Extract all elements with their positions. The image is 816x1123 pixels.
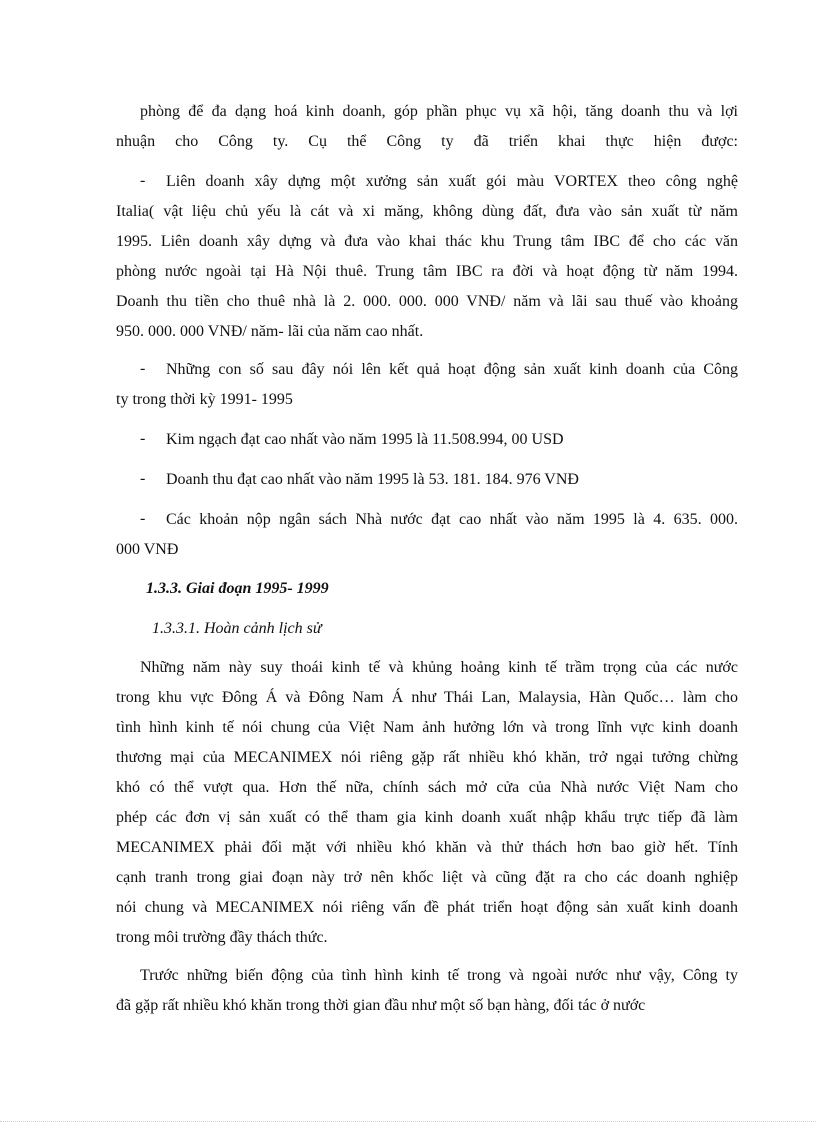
text-line: 950. 000. 000 VNĐ/ năm- lãi của năm cao nhất.	[116, 323, 424, 340]
section-heading: 1.3.3. Giai đoạn 1995- 1999	[146, 580, 329, 597]
bullet-dash: -	[140, 172, 146, 189]
text-line: cạnh tranh trong giai đoạn này trở nên khốc liệt và cũng đặt ra cho các doanh nghiệp	[116, 869, 738, 886]
bullet-dash: -	[140, 510, 146, 527]
text-line: phép các đơn vị sản xuất có thể tham gia kinh doanh xuất nhập khẩu trực tiếp đã làm	[116, 809, 738, 826]
page-bottom-rule	[0, 1121, 816, 1122]
text-line: Doanh thu đạt cao nhất vào năm 1995 là 53. 181. 184. 976 VNĐ	[166, 471, 579, 488]
bullet-dash: -	[140, 360, 146, 377]
text-line: đã gặp rất nhiều khó khăn trong thời gian đầu như một số bạn hàng, đối tác ở nước	[116, 997, 646, 1014]
text-line: phòng nước ngoài tại Hà Nội thuê. Trung tâm IBC ra đời và hoạt động từ năm 1994.	[116, 263, 738, 280]
text-line: trong môi trường đầy thách thức.	[116, 929, 328, 946]
text-line: nhuận cho Công ty. Cụ thể Công ty đã triển khai thực hiện được:	[116, 133, 738, 150]
text-line: thương mại của MECANIMEX nói riêng gặp rất nhiều khó khăn, trở ngại tưởng chừng	[116, 749, 738, 766]
text-line: Trước những biến động của tình hình kinh tế trong và ngoài nước như vậy, Công ty	[140, 967, 738, 984]
text-line: MECANIMEX phải đối mặt với nhiều khó khăn và thử thách hơn bao giờ hết. Tính	[116, 839, 738, 856]
text-line: nói chung và MECANIMEX nói riêng vấn đề phát triển hoạt động sản xuất kinh doanh	[116, 899, 738, 916]
text-line: Liên doanh xây dựng một xưởng sản xuất gói màu VORTEX theo công nghệ	[166, 173, 738, 190]
subsection-heading: 1.3.3.1. Hoàn cảnh lịch sử	[152, 620, 322, 637]
text-line: Những năm này suy thoái kinh tế và khủng hoảng kinh tế trầm trọng của các nước	[140, 659, 738, 676]
text-line: 1995. Liên doanh xây dựng và đưa vào khai thác khu Trung tâm IBC để cho các văn	[116, 233, 738, 250]
text-line: 000 VNĐ	[116, 541, 179, 558]
text-line: khó có thể vượt qua. Hơn thế nữa, chính sách mở cửa của Nhà nước Việt Nam cho	[116, 779, 738, 796]
text-line: Các khoản nộp ngân sách Nhà nước đạt cao nhất vào năm 1995 là 4. 635. 000.	[166, 511, 738, 528]
text-line: Những con số sau đây nói lên kết quả hoạt động sản xuất kinh doanh của Công	[166, 361, 738, 378]
text-line: Kim ngạch đạt cao nhất vào năm 1995 là 11.508.994, 00 USD	[166, 431, 564, 448]
text-line: tình hình kinh tế nói chung của Việt Nam ảnh hưởng lớn và trong lĩnh vực kinh doanh	[116, 719, 738, 736]
bullet-dash: -	[140, 430, 146, 447]
text-line: phòng để đa dạng hoá kinh doanh, góp phần phục vụ xã hội, tăng doanh thu và lợi	[140, 103, 738, 120]
text-line: Italia( vật liệu chủ yếu là cát và xi măng, không dùng đất, đưa vào sản xuất từ năm	[116, 203, 738, 220]
text-line: trong khu vực Đông Á và Đông Nam Á như Thái Lan, Malaysia, Hàn Quốc… làm cho	[116, 689, 738, 706]
text-line: Doanh thu tiền cho thuê nhà là 2. 000. 000. 000 VNĐ/ năm và lãi sau thuế vào khoảng	[116, 293, 738, 310]
text-line: ty trong thời kỳ 1991- 1995	[116, 391, 293, 408]
bullet-dash: -	[140, 470, 146, 487]
